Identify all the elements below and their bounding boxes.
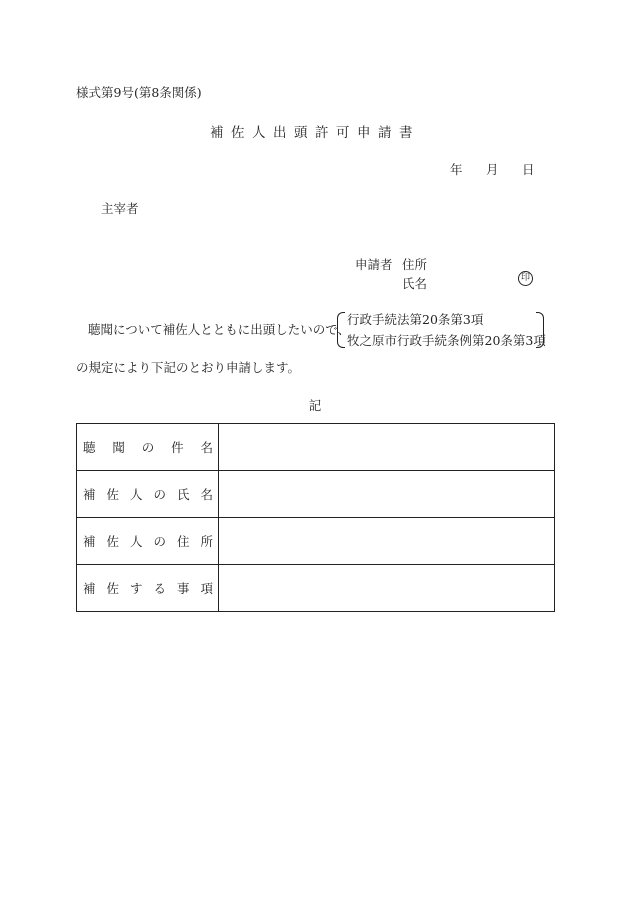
table-row — [77, 565, 555, 612]
date-day-label: 日 — [522, 162, 535, 177]
row-label-assistance-matters: 補佐する事項 — [77, 565, 219, 612]
document-title: 補佐人出頭許可申請書 — [210, 125, 420, 141]
record-table — [76, 423, 555, 612]
row-value-hearing-subject[interactable] — [219, 424, 555, 471]
hearing-request-text: 聴聞について補佐人とともに出頭したいので、 — [88, 322, 351, 337]
row-value-assistance-matters[interactable] — [219, 565, 555, 612]
row-label-assistant-name: 補佐人の氏名 — [77, 471, 219, 518]
table-row — [77, 518, 555, 565]
record-heading: 記 — [308, 398, 322, 413]
table-row — [77, 424, 555, 471]
row-value-assistant-address[interactable] — [219, 518, 555, 565]
date-month-label: 月 — [486, 162, 499, 177]
applicant-label: 申請者 — [355, 257, 393, 272]
table-row — [77, 471, 555, 518]
applicant-address-label: 住所 — [402, 257, 428, 272]
law-option-2: 牧之原市行政手続条例第20条第3項 — [347, 333, 546, 348]
form-number: 様式第9号(第8条関係) — [76, 85, 202, 100]
row-value-assistant-name[interactable] — [219, 471, 555, 518]
seal-mark-icon: 印 — [518, 271, 533, 286]
applicant-name-label: 氏名 — [402, 276, 428, 291]
addressee: 主宰者 — [101, 201, 139, 216]
date-year-label: 年 — [450, 162, 463, 177]
left-bracket — [337, 312, 345, 348]
right-bracket — [536, 312, 544, 348]
law-option-1: 行政手続法第20条第3項 — [347, 312, 484, 327]
row-label-assistant-address: 補佐人の住所 — [77, 518, 219, 565]
provision-text: の規定により下記のとおり申請します。 — [76, 360, 301, 375]
row-label-hearing-subject: 聴聞の件名 — [77, 424, 219, 471]
